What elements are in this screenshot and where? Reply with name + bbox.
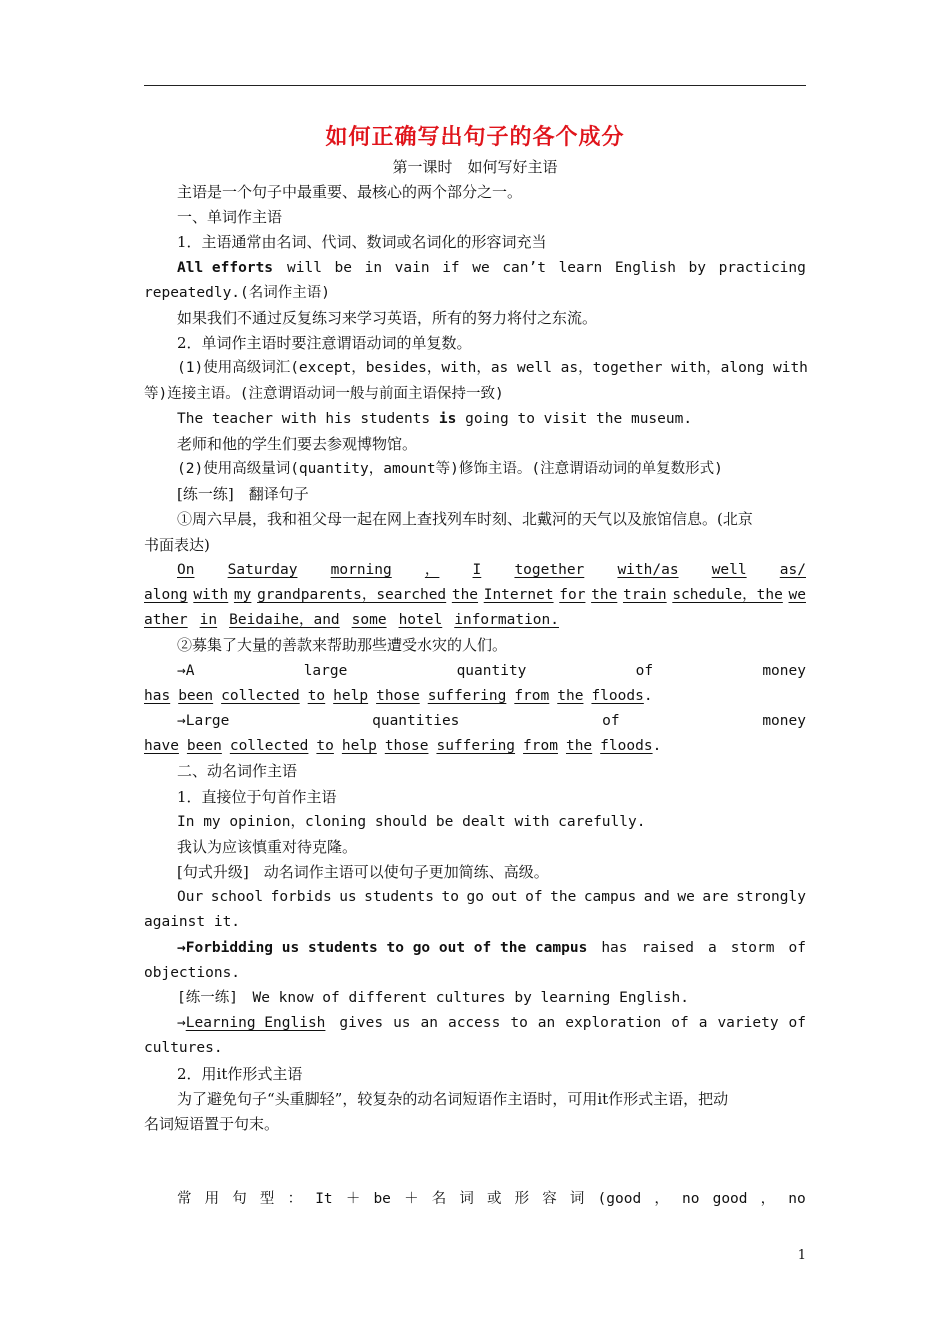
word: 容 [542, 1191, 557, 1208]
word: of [525, 889, 543, 906]
word: to [316, 738, 334, 755]
section1-point2: 2．单词作主语时要注意谓语动词的单复数。 [177, 334, 472, 353]
page-title: 如何正确写出句子的各个成分 [325, 125, 625, 150]
word: from [514, 687, 550, 704]
word: ather [144, 612, 188, 629]
answer1-line1 [144, 558, 806, 583]
section1-point1: 1．主语通常由名词、代词、数词或名词化的形容词充当 [177, 233, 547, 252]
section2-example1: In my opinion，cloning should be dealt with carefully. [177, 813, 646, 830]
word: we [472, 259, 490, 276]
word: of [671, 1015, 689, 1032]
sentence-upgrade: [句式升级] 动名词作主语可以使句子更加简练、高级。 [177, 863, 549, 882]
word: 或 [486, 1191, 502, 1208]
word: train [622, 587, 667, 603]
word: schedule，the [672, 587, 783, 603]
word: an [537, 1015, 556, 1032]
word: It [315, 1191, 333, 1208]
word: the [550, 889, 577, 906]
word: exploration [565, 1015, 662, 1032]
example3-rest [601, 936, 806, 961]
word: access [447, 1015, 501, 1032]
word: ＋ [404, 1191, 419, 1208]
word: learn [558, 259, 603, 276]
example1-rest [287, 256, 806, 281]
example2-start: The teacher with his students [177, 410, 439, 427]
word: together [514, 561, 585, 578]
answer2b-line2: have been collected to help those suffering from the floods . [144, 734, 806, 759]
question2: ②募集了大量的善款来帮助那些遭受水灾的人们。 [177, 636, 508, 655]
example2-line [144, 407, 806, 432]
word: hotel [398, 612, 443, 629]
word: money [762, 712, 806, 729]
word: money [762, 662, 806, 679]
word: suffering [436, 738, 516, 755]
word: some [351, 612, 387, 629]
section2-example2-line1 [144, 885, 806, 910]
word: students [364, 889, 435, 906]
word: good [712, 1191, 748, 1208]
word: the [557, 687, 584, 704]
word: 形 [514, 1191, 530, 1208]
section2-heading: 二、动名词作主语 [177, 762, 298, 781]
word: grandparents，searched [257, 587, 447, 603]
section2-example2-line2: against it. [144, 914, 241, 931]
word: 句 [232, 1191, 247, 1208]
word: us [339, 889, 357, 906]
word: and [643, 889, 670, 906]
word: of [788, 939, 806, 956]
word: collected [221, 687, 300, 704]
word: floods [600, 738, 653, 755]
word: the [451, 587, 479, 603]
point2-text-a: 为了避免句子“头重脚轻”，较复杂的动名词短语作主语时，可用it作形式主语，把动 [177, 1089, 729, 1108]
word: the [565, 738, 593, 755]
word: help [341, 738, 377, 755]
word: Internet [483, 587, 554, 603]
word: 词 [459, 1191, 474, 1208]
page-number: 1 [797, 1248, 806, 1263]
word: information. [454, 612, 559, 629]
practice1-heading: [练一练] 翻译句子 [177, 485, 309, 504]
word: 名 [431, 1191, 447, 1208]
section1-heading: 一、单词作主语 [177, 208, 283, 227]
word: ， [654, 1191, 669, 1208]
word: the [591, 587, 618, 603]
section2-point2: 2．用it作形式主语 [177, 1064, 303, 1083]
common-pattern-line [144, 1187, 806, 1212]
example1-subject: All efforts [177, 259, 274, 276]
word: we [788, 587, 806, 603]
word: for [559, 587, 586, 603]
word: quantities [372, 712, 460, 729]
word: On [177, 561, 195, 578]
word: to [510, 1015, 528, 1032]
section2-example1-translation: 我认为应该慎重对待克隆。 [177, 837, 358, 856]
word: I [472, 561, 482, 578]
word: forbids [270, 889, 332, 906]
word: those [376, 687, 420, 704]
answer1-line2 [144, 583, 806, 608]
point2-1-line-b: 等)连接主语。(注意谓语动词一般与前面主语保持一致) [144, 385, 504, 402]
word: been [178, 687, 214, 704]
practice2-answer-cont: cultures. [144, 1040, 223, 1057]
example1-cont: repeatedly.(名词作主语) [144, 284, 330, 301]
word: as/ [779, 561, 806, 578]
question1-line-b: 书面表达) [144, 535, 210, 554]
word: of [602, 712, 620, 729]
word: school [210, 889, 264, 906]
word: are [702, 889, 729, 906]
word: help [333, 687, 369, 704]
word: has [601, 939, 628, 956]
example2-verb: is [438, 410, 457, 427]
answer2b-underlined [144, 734, 653, 759]
point2-2: (2)使用高级量词(quantity，amount等)修饰主语。(注意谓语动词的单复数形式) [177, 461, 723, 478]
word: Our [177, 889, 204, 906]
word: an [420, 1015, 438, 1032]
word: no [681, 1191, 700, 1208]
word: from [523, 738, 558, 755]
word: (good [597, 1191, 642, 1208]
word: well [711, 561, 747, 578]
point2-text-b: 名词短语置于句末。 [144, 1114, 280, 1133]
word: be [334, 259, 353, 276]
word: ＋ [345, 1191, 361, 1208]
word: in [199, 612, 218, 629]
word: 用 [204, 1191, 220, 1208]
blank-space [144, 1137, 806, 1187]
word: ： [287, 1191, 303, 1208]
answer2b-line1 [144, 709, 806, 734]
word: in [364, 259, 383, 276]
word: →Large [177, 712, 230, 729]
lesson-subtitle: 第一课时 如何写好主语 [392, 158, 558, 176]
word: those [384, 738, 429, 755]
word: been [186, 738, 222, 755]
word: Beidaihe，and [229, 612, 340, 629]
practice2-answer-line [144, 1011, 806, 1036]
word: collected [229, 738, 309, 755]
word: if [442, 259, 460, 276]
word: morning [330, 561, 392, 578]
word: we [677, 889, 695, 906]
word: floods [591, 687, 644, 704]
answer2a-underlined [144, 684, 644, 709]
word: have [144, 738, 179, 755]
word: will [287, 259, 322, 276]
word: of [788, 1015, 806, 1032]
word: has [144, 687, 171, 704]
point2-1-line-a: (1)使用高级词汇(except，besides，with，as well as，together with，along with [177, 360, 808, 377]
word: storm [730, 939, 775, 956]
word: of [635, 662, 654, 679]
word: to [307, 687, 326, 704]
answer1-line3 [144, 608, 559, 633]
word: raised [641, 939, 694, 956]
document-body [144, 180, 806, 1212]
word: 词 [569, 1191, 585, 1208]
word: Saturday [227, 561, 298, 578]
answer2a-line1 [144, 659, 806, 684]
word: a [708, 939, 717, 956]
word: out [491, 889, 518, 906]
question1-line-a: ①周六早晨，我和祖父母一起在网上查找列车时刻、北戴河的天气以及旅馆信息。(北京 [177, 510, 753, 529]
word: 型 [259, 1191, 275, 1208]
example1-translation: 如果我们不通过反复练习来学习英语，所有的努力将付之东流。 [177, 308, 598, 327]
word: by [688, 259, 706, 276]
header-rule [144, 85, 806, 86]
word: quantity [456, 662, 527, 679]
word: campus [583, 889, 637, 906]
section2-example3-line [144, 936, 806, 961]
practice2: [练一练] We know of different cultures by learning English. [177, 990, 689, 1006]
word: large [303, 662, 348, 679]
word: strongly [736, 889, 806, 906]
word: suffering [427, 687, 507, 704]
practice2-answer-rest [339, 1011, 806, 1036]
practice2-answer-subject: →Learning English [177, 1015, 326, 1032]
word: practicing [718, 259, 806, 276]
word: go [466, 889, 484, 906]
word: ， [760, 1191, 776, 1208]
word: variety [717, 1015, 779, 1032]
example2-translation: 老师和他的学生们要去参观博物馆。 [177, 434, 418, 453]
intro-text: 主语是一个句子中最重要、最核心的两个部分之一。 [177, 183, 523, 201]
word: →A [177, 662, 195, 679]
word: to [441, 889, 459, 906]
word: English [614, 259, 676, 276]
example2-end: going to visit the museum. [456, 410, 693, 427]
answer2a-line2: has been collected to help those suffering from the floods . [144, 684, 806, 709]
word: vain [394, 259, 430, 276]
section2-point1: 1．直接位于句首作主语 [177, 787, 337, 806]
example1-line [144, 256, 806, 281]
word: with/as [617, 561, 679, 578]
word: with [193, 587, 229, 603]
word: along [144, 587, 188, 603]
practice2-answer-underlined: Learning English [185, 1015, 326, 1032]
word: ， [424, 561, 440, 578]
word: a [698, 1015, 708, 1032]
word: can’t [502, 259, 546, 276]
example3-subject: →Forbidding us students to go out of the campus [177, 939, 588, 956]
word: my [233, 587, 252, 603]
word: us [393, 1015, 411, 1032]
word: gives [339, 1015, 384, 1032]
word: be [373, 1191, 391, 1208]
word: 常 [177, 1191, 192, 1208]
section2-example3-cont: objections. [144, 964, 241, 981]
word: no [788, 1191, 806, 1208]
